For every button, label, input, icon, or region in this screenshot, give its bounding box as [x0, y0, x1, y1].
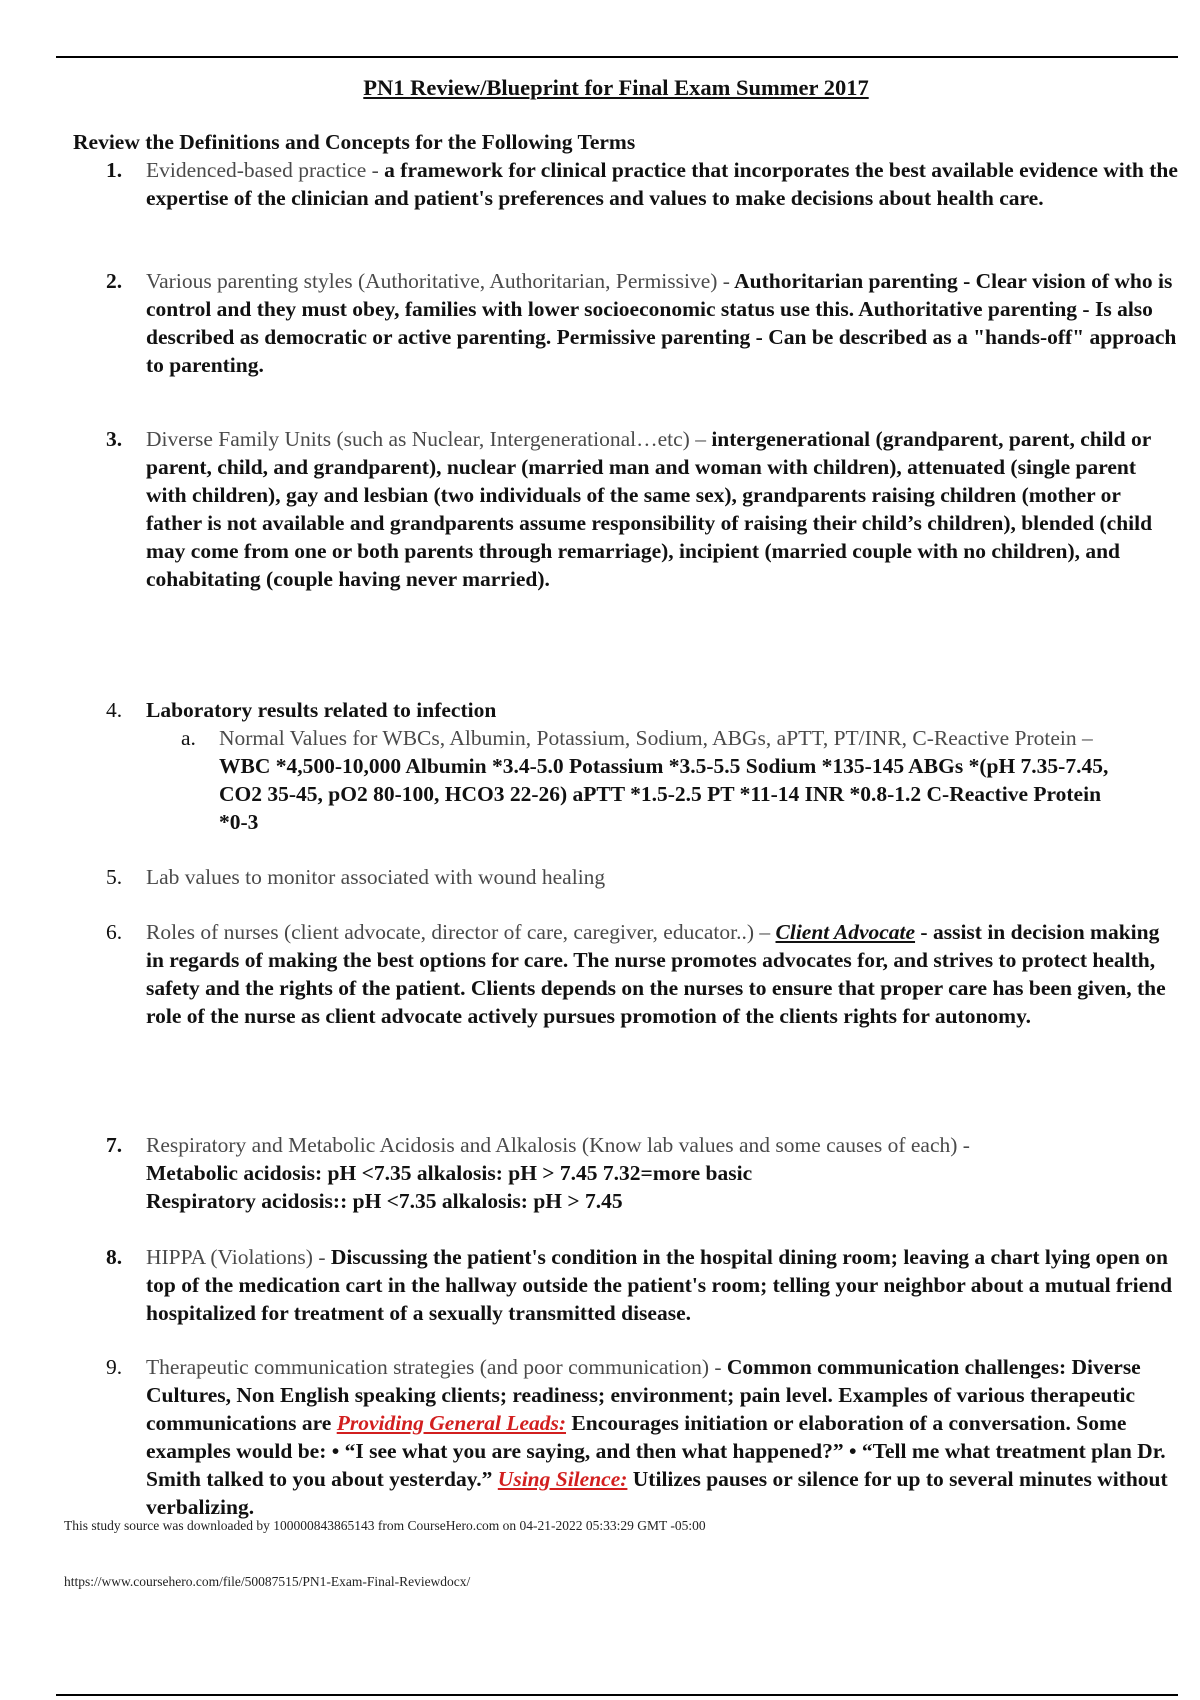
sub-item-letter: a.	[181, 726, 196, 750]
item-number: 3.	[106, 427, 123, 451]
item-emphasis: Using Silence:	[497, 1467, 628, 1491]
item-answer: Common communication challenges: Diverse Cultures, Non English speaking clients; readiness; environment; pain level. Examples of various therapeutic communications are	[146, 1355, 1141, 1435]
item-number: 8.	[106, 1245, 123, 1269]
item-answer: intergenerational (grandparent, parent, child or parent, child, and grandparent), nuclear (married man and woman with children), attenuated (single parent with children), gay and lesbian (two individuals of the same sex), grandparents raising children (mother or father is not available and grandparents assume responsibility of raising their child’s children), blended (child may come from one or both parents through remarriage), incipient (married couple with no children), and cohabitating (couple having never married).	[146, 427, 1153, 591]
item-answer: Authoritarian parenting - Clear vision of who is control and they must obey, families with lower socioeconomic status use this. Authoritative parenting - Is also described as democratic or active parenting. Permissive parenting - Can be described as a "hands-off" approach to parenting.	[146, 269, 1177, 377]
item-term: Roles of nurses (client advocate, director of care, caregiver, educator..) –	[146, 920, 771, 944]
item-answer: Utilizes pauses or silence for up to several minutes without verbalizing.	[146, 1467, 1168, 1519]
item-term: Respiratory and Metabolic Acidosis and Alkalosis (Know lab values and some causes of each) -	[146, 1133, 970, 1157]
metabolic-line: Metabolic acidosis: pH <7.35 alkalosis: pH > 7.45 7.32=more basic	[146, 1161, 753, 1185]
item-answer: - assist in decision making in regards of making the best options for care. The nurse promotes advocates for, and strives to protect health, safety and the rights of the patient. Clients depends on the nurses to ensure that proper care has been given, the role of the nurse as client advocate actively pursues promotion of the clients rights for autonomy.	[146, 920, 1166, 1028]
item-term: Various parenting styles (Authoritative, Authoritarian, Permissive) -	[146, 269, 730, 293]
page-title: PN1 Review/Blueprint for Final Exam Summer 2017	[363, 75, 869, 100]
item-number: 7.	[106, 1133, 123, 1157]
section-heading: Review the Definitions and Concepts for the Following Terms	[73, 130, 636, 154]
item-term: Lab values to monitor associated with wound healing	[146, 865, 606, 889]
bottom-rule	[56, 1694, 1178, 1696]
source-url[interactable]: https://www.coursehero.com/file/50087515/PN1-Exam-Final-Reviewdocx/	[64, 1574, 471, 1589]
sub-item-answer: WBC *4,500-10,000 Albumin *3.4-5.0 Potassium *3.5-5.5 Sodium *135-145 ABGs *(pH 7.35-7.45, CO2 35-45, pO2 80-100, HCO3 22-26) aPTT *1.5-2.5 PT *11-14 INR *0.8-1.2 C-Reactive Protein *0-3	[219, 754, 1109, 834]
item-number: 9.	[106, 1355, 123, 1379]
item-answer: a framework for clinical practice that incorporates the best available evidence with the expertise of the clinician and patient's preferences and values to make decisions about health care.	[146, 158, 1178, 210]
item-emphasis: Client Advocate	[775, 920, 916, 944]
item-number: 2.	[106, 269, 123, 293]
item-term: HIPPA (Violations) -	[146, 1245, 326, 1269]
item-number: 4.	[106, 698, 123, 722]
item-term: Diverse Family Units (such as Nuclear, Intergenerational…etc) –	[146, 427, 706, 451]
item-term: Therapeutic communication strategies (and poor communication) -	[146, 1355, 722, 1379]
sub-item-term: Normal Values for WBCs, Albumin, Potassium, Sodium, ABGs, aPTT, PT/INR, C-Reactive Protein –	[219, 726, 1093, 750]
item-number: 5.	[106, 865, 123, 889]
item-term: Laboratory results related to infection	[146, 698, 497, 722]
item-answer: Discussing the patient's condition in the hospital dining room; leaving a chart lying open on top of the medication cart in the hallway outside the patient's room; telling your neighbor about a mutual friend hospitalized for treatment of a sexually transmitted disease.	[146, 1245, 1173, 1325]
item-answer: Encourages initiation or elaboration of a conversation. Some examples would be: • “I see what you are saying, and then what happened?” • “Tell me what treatment plan Dr. Smith talked to you about yesterday.”	[146, 1411, 1166, 1491]
download-notice: This study source was downloaded by 100000843865143 from CourseHero.com on 04-21-2022 05:33:29 GMT -05:00	[64, 1518, 706, 1533]
item-emphasis: Providing General Leads:	[336, 1411, 567, 1435]
item-number: 1.	[106, 158, 123, 182]
item-term: Evidenced-based practice -	[146, 158, 379, 182]
top-rule	[56, 56, 1178, 58]
respiratory-line: Respiratory acidosis:: pH <7.35 alkalosis: pH > 7.45	[146, 1189, 623, 1213]
item-number: 6.	[106, 920, 123, 944]
